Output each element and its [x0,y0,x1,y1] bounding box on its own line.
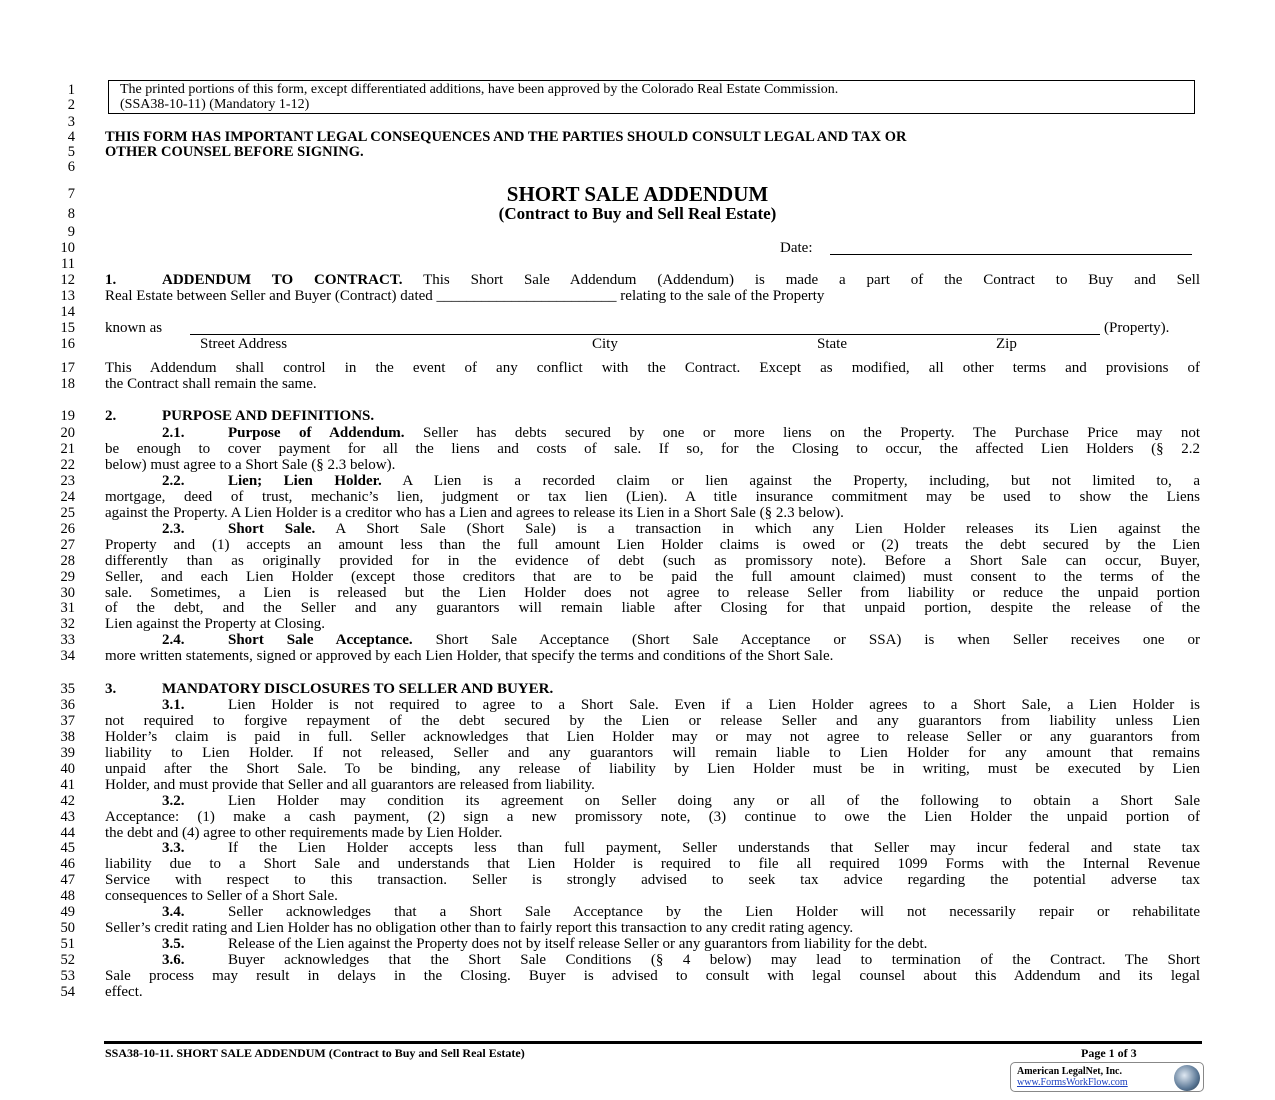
property-suffix: (Property). [1104,320,1170,336]
body-text: Sale process may result in delays in the Closing. Buyer is advised to consult with legal counsel about this Addendum and its legal [105,967,1200,984]
date-field[interactable] [830,254,1192,255]
body-text: the debt and (4) agree to other requirements made by Lien Holder. [105,824,503,841]
line-number: 35 [60,681,75,697]
body-text: Seller’s credit rating and Lien Holder has no obligation other than to fairly report this transaction to any credit rating agency. [105,920,854,937]
body-text: unpaid after the Short Sale. To be binding, any release of liability by Lien Holder must be in writing, must be executed by Lien [105,760,1200,777]
body-text: A Lien is a recorded claim or lien against the Property, including, but not limited to, a [402,472,1200,489]
body-text: Holder, and must provide that Seller and all guarantors are released from liability. [105,776,595,793]
section-number: 3. [105,681,117,697]
line-number: 19 [60,408,75,424]
zip-label: Zip [996,336,1017,352]
line-number: 13 [60,288,75,304]
subsection-number: 3.4. [162,904,185,921]
line-number: 14 [60,304,75,320]
line-number: 3 [67,114,75,130]
city-label: City [592,336,618,352]
subsection-number: 3.2. [162,792,185,809]
line-number: 31 [60,600,75,617]
line-number: 50 [60,920,75,937]
line-number: 24 [60,488,75,505]
subsection-number: 2.1. [162,425,185,441]
line-number: 29 [60,568,75,585]
american-legalnet-logo [1010,1062,1204,1092]
line-number: 4 [67,129,75,145]
line-number: 28 [60,552,75,569]
line-number: 38 [60,728,75,745]
line-number: 22 [60,456,75,473]
line-number: 10 [60,240,75,256]
state-label: State [817,336,847,352]
subsection-number: 2.2. [162,472,185,489]
body-text: against the Property. A Lien Holder is a creditor who has a Lien and agrees to release its Lien in a Short Sale (§ 2.3 below). [105,504,844,521]
globe-icon [1174,1065,1200,1091]
text-line [105,287,1200,305]
line-number: 42 [60,792,75,809]
line-number: 49 [60,904,75,921]
body-text: A Short Sale (Short Sale) is a transaction in which any Lien Holder releases its Lien against the [335,520,1200,537]
body-text: be enough to cover payment for all the liens and costs of sale. If so, for the Closing to occur, the affected Lien Holders (§ 2.2 [105,440,1200,457]
line-number: 47 [60,872,75,889]
line-number: 53 [60,967,75,984]
body-text: Lien Holder may condition its agreement on Seller doing any or all of the following to obtain a Short Sale [228,792,1200,809]
body-text: Property and (1) accepts an amount less than the full amount Lien Holder claims is owed or (2) treats the debt secured by the Lien [105,536,1200,553]
line-number: 9 [67,224,75,240]
text-line [105,647,1200,665]
line-number: 5 [67,144,75,160]
property-address-field[interactable] [190,334,1100,335]
section-heading: MANDATORY DISCLOSURES TO SELLER AND BUYER. [162,681,554,697]
body-text: If the Lien Holder accepts less than full payment, Seller understands that Seller may incur federal and state tax [228,840,1200,857]
line-number: 1 [67,82,75,98]
line-number: 17 [60,360,75,376]
line-number: 6 [67,159,75,175]
line-number: 27 [60,536,75,553]
subsection-number: 3.6. [162,952,185,969]
section-heading: Short Sale Acceptance. [228,632,413,649]
line-number: 45 [60,840,75,857]
body-text: Lien Holder is not required to agree to a Short Sale. Even if a Lien Holder agrees to a Short Sale, a Lien Holder is [228,697,1200,713]
subsection-number: 2.3. [162,520,185,537]
body-text: Seller, and each Lien Holder (except those creditors that are to be paid the full amount claimed) must consent to the terms of the [105,568,1200,585]
line-text [105,287,1200,305]
body-text: not required to forgive repayment of the debt secured by the Lien or release Seller and any guarantors from liability unless Lien [105,712,1200,729]
section-number: 1. [105,272,117,288]
line-number: 54 [60,983,75,1000]
line-number: 11 [61,256,75,272]
line-number: 23 [60,472,75,489]
page-number: Page 1 of 3 [1081,1046,1137,1060]
logo-company: American LegalNet, Inc. [1017,1066,1122,1077]
line-text [105,647,1200,665]
subsection-number: 3.3. [162,840,185,857]
line-number: 51 [60,936,75,953]
text-line [105,375,1200,393]
line-text [162,407,1200,425]
body-text: Acceptance: (1) make a cash payment, (2) sign a new promissory note, (3) continue to owe the Lien Holder the unpaid portion of [105,808,1200,825]
approval-notice-text: The printed portions of this form, except differentiated additions, have been approved by the Colorado Real Estate Commission. [120,82,839,97]
line-number: 20 [60,425,75,441]
subsection-number: 3.5. [162,936,185,953]
legal-warning-line-1: THIS FORM HAS IMPORTANT LEGAL CONSEQUENCES AND THE PARTIES SHOULD CONSULT LEGAL AND TAX OR [105,129,907,145]
body-text: of the debt, and the Seller and any guarantors will remain liable after Closing for that unpaid portion, despite the release of the [105,600,1200,617]
form-code: (SSA38-10-11) (Mandatory 1-12) [120,97,310,112]
body-text: sale. Sometimes, a Lien is released but the Lien Holder does not agree to release Seller from liability or reduce the unpaid portion [105,584,1200,601]
line-text [105,983,1200,1001]
street-address-label: Street Address [200,336,288,352]
line-number: 15 [60,320,75,336]
body-text: below) must agree to a Short Sale (§ 2.3 below). [105,456,396,473]
line-number: 12 [60,272,75,288]
body-text: Service with respect to this transaction. Seller is strongly advised to seek tax advice regarding the potential adverse tax [105,872,1200,889]
line-number: 30 [60,584,75,601]
subsection-number: 3.1. [162,697,185,713]
line-number: 8 [67,206,75,222]
body-text: Seller has debts secured by one or more liens on the Property. The Purchase Price may not [423,425,1200,441]
line-number: 52 [60,952,75,969]
legal-warning-line-2: OTHER COUNSEL BEFORE SIGNING. [105,144,364,160]
section-heading: Lien; Lien Holder. [228,472,382,489]
line-number: 43 [60,808,75,825]
line-number: 16 [60,336,75,352]
line-number: 34 [60,648,75,665]
body-text: This Addendum shall control in the event of any conflict with the Contract. Except as modified, all other terms and provisions of [105,360,1200,376]
body-text: Buyer acknowledges that the Short Sale Conditions (§ 4 below) may lead to termination of the Contract. The Short [228,952,1200,969]
body-text: Release of the Lien against the Property does not by itself release Seller or any guarantors from liability for the debt. [228,936,928,953]
body-text: differently than as originally provided for in the evidence of debt (such as promissory note). Before a Short Sale can occur, Buyer, [105,552,1200,569]
body-text: Lien against the Property at Closing. [105,616,325,633]
date-label: Date: [780,240,813,256]
line-number: 21 [60,440,75,457]
section-heading: Short Sale. [228,520,316,537]
known-as-label: known as [105,320,163,336]
section-heading: Purpose of Addendum. [228,425,405,441]
line-number: 33 [60,632,75,649]
body-text: the Contract shall remain the same. [105,376,317,392]
footer-form-title: SSA38-10-11. SHORT SALE ADDENDUM (Contract to Buy and Sell Real Estate) [105,1046,525,1060]
footer-divider [104,1041,1202,1044]
body-text: effect. [105,983,143,1000]
line-number: 32 [60,616,75,633]
text-line [105,983,1200,1001]
text-line [105,407,1200,425]
body-text: Holder’s claim is paid in full. Seller acknowledges that Lien Holder may or may not agree to release Seller or any guarantors from [105,728,1200,745]
line-number: 40 [60,760,75,777]
body-text: Real Estate between Seller and Buyer (Contract) dated ________________________ relating to the sale of the Property [105,288,825,304]
line-number: 39 [60,744,75,761]
body-text: liability due to a Short Sale and understands that Lien Holder is required to file all required 1099 Forms with the Internal Revenue [105,856,1200,873]
body-text: Short Sale Acceptance (Short Sale Acceptance or SSA) is when Seller receives one or [435,632,1200,649]
line-number: 25 [60,504,75,521]
document-subtitle: (Contract to Buy and Sell Real Estate) [498,204,777,223]
logo-link[interactable]: www.FormsWorkFlow.com [1017,1077,1128,1088]
line-number: 2 [67,97,75,113]
line-number: 37 [60,712,75,729]
body-text: more written statements, signed or approved by each Lien Holder, that specify the terms and conditions of the Short Sale. [105,648,834,665]
body-text: consequences to Seller of a Short Sale. [105,888,338,905]
line-number: 44 [60,824,75,841]
line-number: 48 [60,888,75,905]
section-heading: PURPOSE AND DEFINITIONS. [162,408,375,424]
line-number: 18 [60,376,75,392]
line-number: 26 [60,520,75,537]
body-text: This Short Sale Addendum (Addendum) is made a part of the Contract to Buy and Sell [423,272,1200,288]
subsection-number: 2.4. [162,632,185,649]
line-text [105,375,1200,393]
line-number: 36 [60,697,75,713]
line-number: 46 [60,856,75,873]
document-title: SHORT SALE ADDENDUM [506,182,769,206]
body-text: mortgage, deed of trust, mechanic’s lien, judgment or tax lien (Lien). A title insurance commitment may be used to show the Liens [105,488,1200,505]
line-number: 7 [67,186,75,202]
body-text: liability to Lien Holder. If not released, Seller and any guarantors will remain liable to Lien Holder for any amount that remains [105,744,1200,761]
body-text: Seller acknowledges that a Short Sale Acceptance by the Lien Holder will not necessarily repair or rehabilitate [228,904,1200,921]
section-number: 2. [105,408,117,424]
section-heading: ADDENDUM TO CONTRACT. [162,272,403,288]
line-number: 41 [60,776,75,793]
